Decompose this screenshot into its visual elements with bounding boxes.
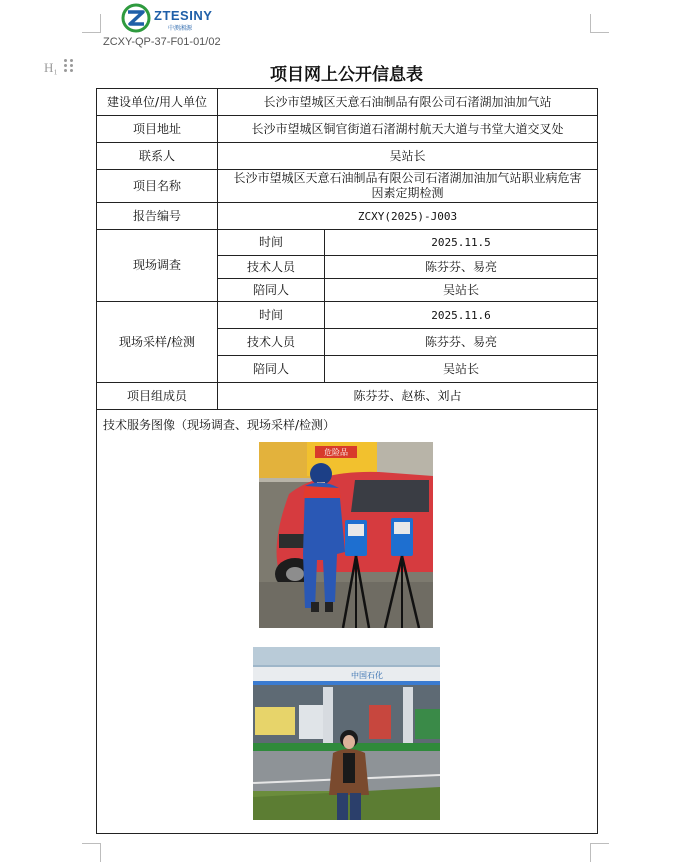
members-value: 陈芬芬、赵栋、刘占 bbox=[218, 383, 598, 410]
survey-time-value: 2025.11.5 bbox=[325, 230, 598, 256]
survey-label: 现场调查 bbox=[97, 230, 218, 302]
address-label: 项目地址 bbox=[97, 116, 218, 143]
contact-value: 吴站长 bbox=[218, 143, 598, 170]
table-row bbox=[97, 302, 598, 329]
crop-mark-bottom-left bbox=[82, 843, 101, 862]
truck-sign-text: 危险品 bbox=[324, 448, 348, 457]
address-value: 长沙市望城区铜官街道石渚湖村航天大道与书堂大道交叉处 bbox=[218, 116, 598, 143]
table-row bbox=[97, 116, 598, 143]
report-label: 报告编号 bbox=[97, 203, 218, 230]
crop-mark-top-left bbox=[82, 14, 101, 33]
info-table bbox=[96, 88, 598, 834]
heading-style-icon[interactable]: H₁ bbox=[44, 60, 58, 75]
unit-value: 长沙市望城区天意石油制品有限公司石渚湖加油加气站 bbox=[218, 89, 598, 116]
table-row bbox=[97, 203, 598, 230]
page-title: 项目网上公开信息表 bbox=[270, 65, 423, 85]
sampling-tech-label: 技术人员 bbox=[218, 329, 325, 356]
company-logo bbox=[120, 2, 230, 36]
table-row bbox=[97, 383, 598, 410]
report-value: ZCXY(2025)-J003 bbox=[218, 203, 598, 230]
sampling-label: 现场采样/检测 bbox=[97, 302, 218, 383]
sampling-escort-value: 吴站长 bbox=[325, 356, 598, 383]
photos-cell bbox=[97, 410, 598, 834]
survey-tech-label: 技术人员 bbox=[218, 256, 325, 279]
table-row bbox=[97, 410, 598, 834]
photo-station-escort bbox=[253, 647, 440, 820]
logo-subtext: 中测湘源 bbox=[168, 25, 193, 32]
document-code: ZCXY-QP-37-F01-01/02 bbox=[103, 36, 221, 48]
project-label: 项目名称 bbox=[97, 170, 218, 203]
logo-mark-icon bbox=[120, 2, 152, 34]
crop-mark-top-right bbox=[590, 14, 609, 33]
sampling-tech-value: 陈芬芬、易亮 bbox=[325, 329, 598, 356]
drag-handle-icon[interactable] bbox=[64, 59, 74, 73]
unit-label: 建设单位/用人单位 bbox=[97, 89, 218, 116]
sampling-time-label: 时间 bbox=[218, 302, 325, 329]
survey-escort-label: 陪同人 bbox=[218, 279, 325, 302]
logo-text: ZTESINY bbox=[154, 8, 213, 23]
station-sign-text: 中国石化 bbox=[351, 671, 383, 680]
sampling-time-value: 2025.11.6 bbox=[325, 302, 598, 329]
sampling-escort-label: 陪同人 bbox=[218, 356, 325, 383]
members-label: 项目组成员 bbox=[97, 383, 218, 410]
crop-mark-bottom-right bbox=[590, 843, 609, 862]
table-row bbox=[97, 230, 598, 256]
contact-label: 联系人 bbox=[97, 143, 218, 170]
table-row bbox=[97, 170, 598, 203]
table-row bbox=[97, 143, 598, 170]
survey-time-label: 时间 bbox=[218, 230, 325, 256]
table-row bbox=[97, 89, 598, 116]
photo-field-sampling bbox=[259, 442, 433, 628]
survey-tech-value: 陈芬芬、易亮 bbox=[325, 256, 598, 279]
project-value: 长沙市望城区天意石油制品有限公司石渚湖加油加气站职业病危害因素定期检测 bbox=[218, 170, 598, 203]
photos-section-label: 技术服务图像（现场调查、现场采样/检测） bbox=[103, 418, 336, 432]
survey-escort-value: 吴站长 bbox=[325, 279, 598, 302]
